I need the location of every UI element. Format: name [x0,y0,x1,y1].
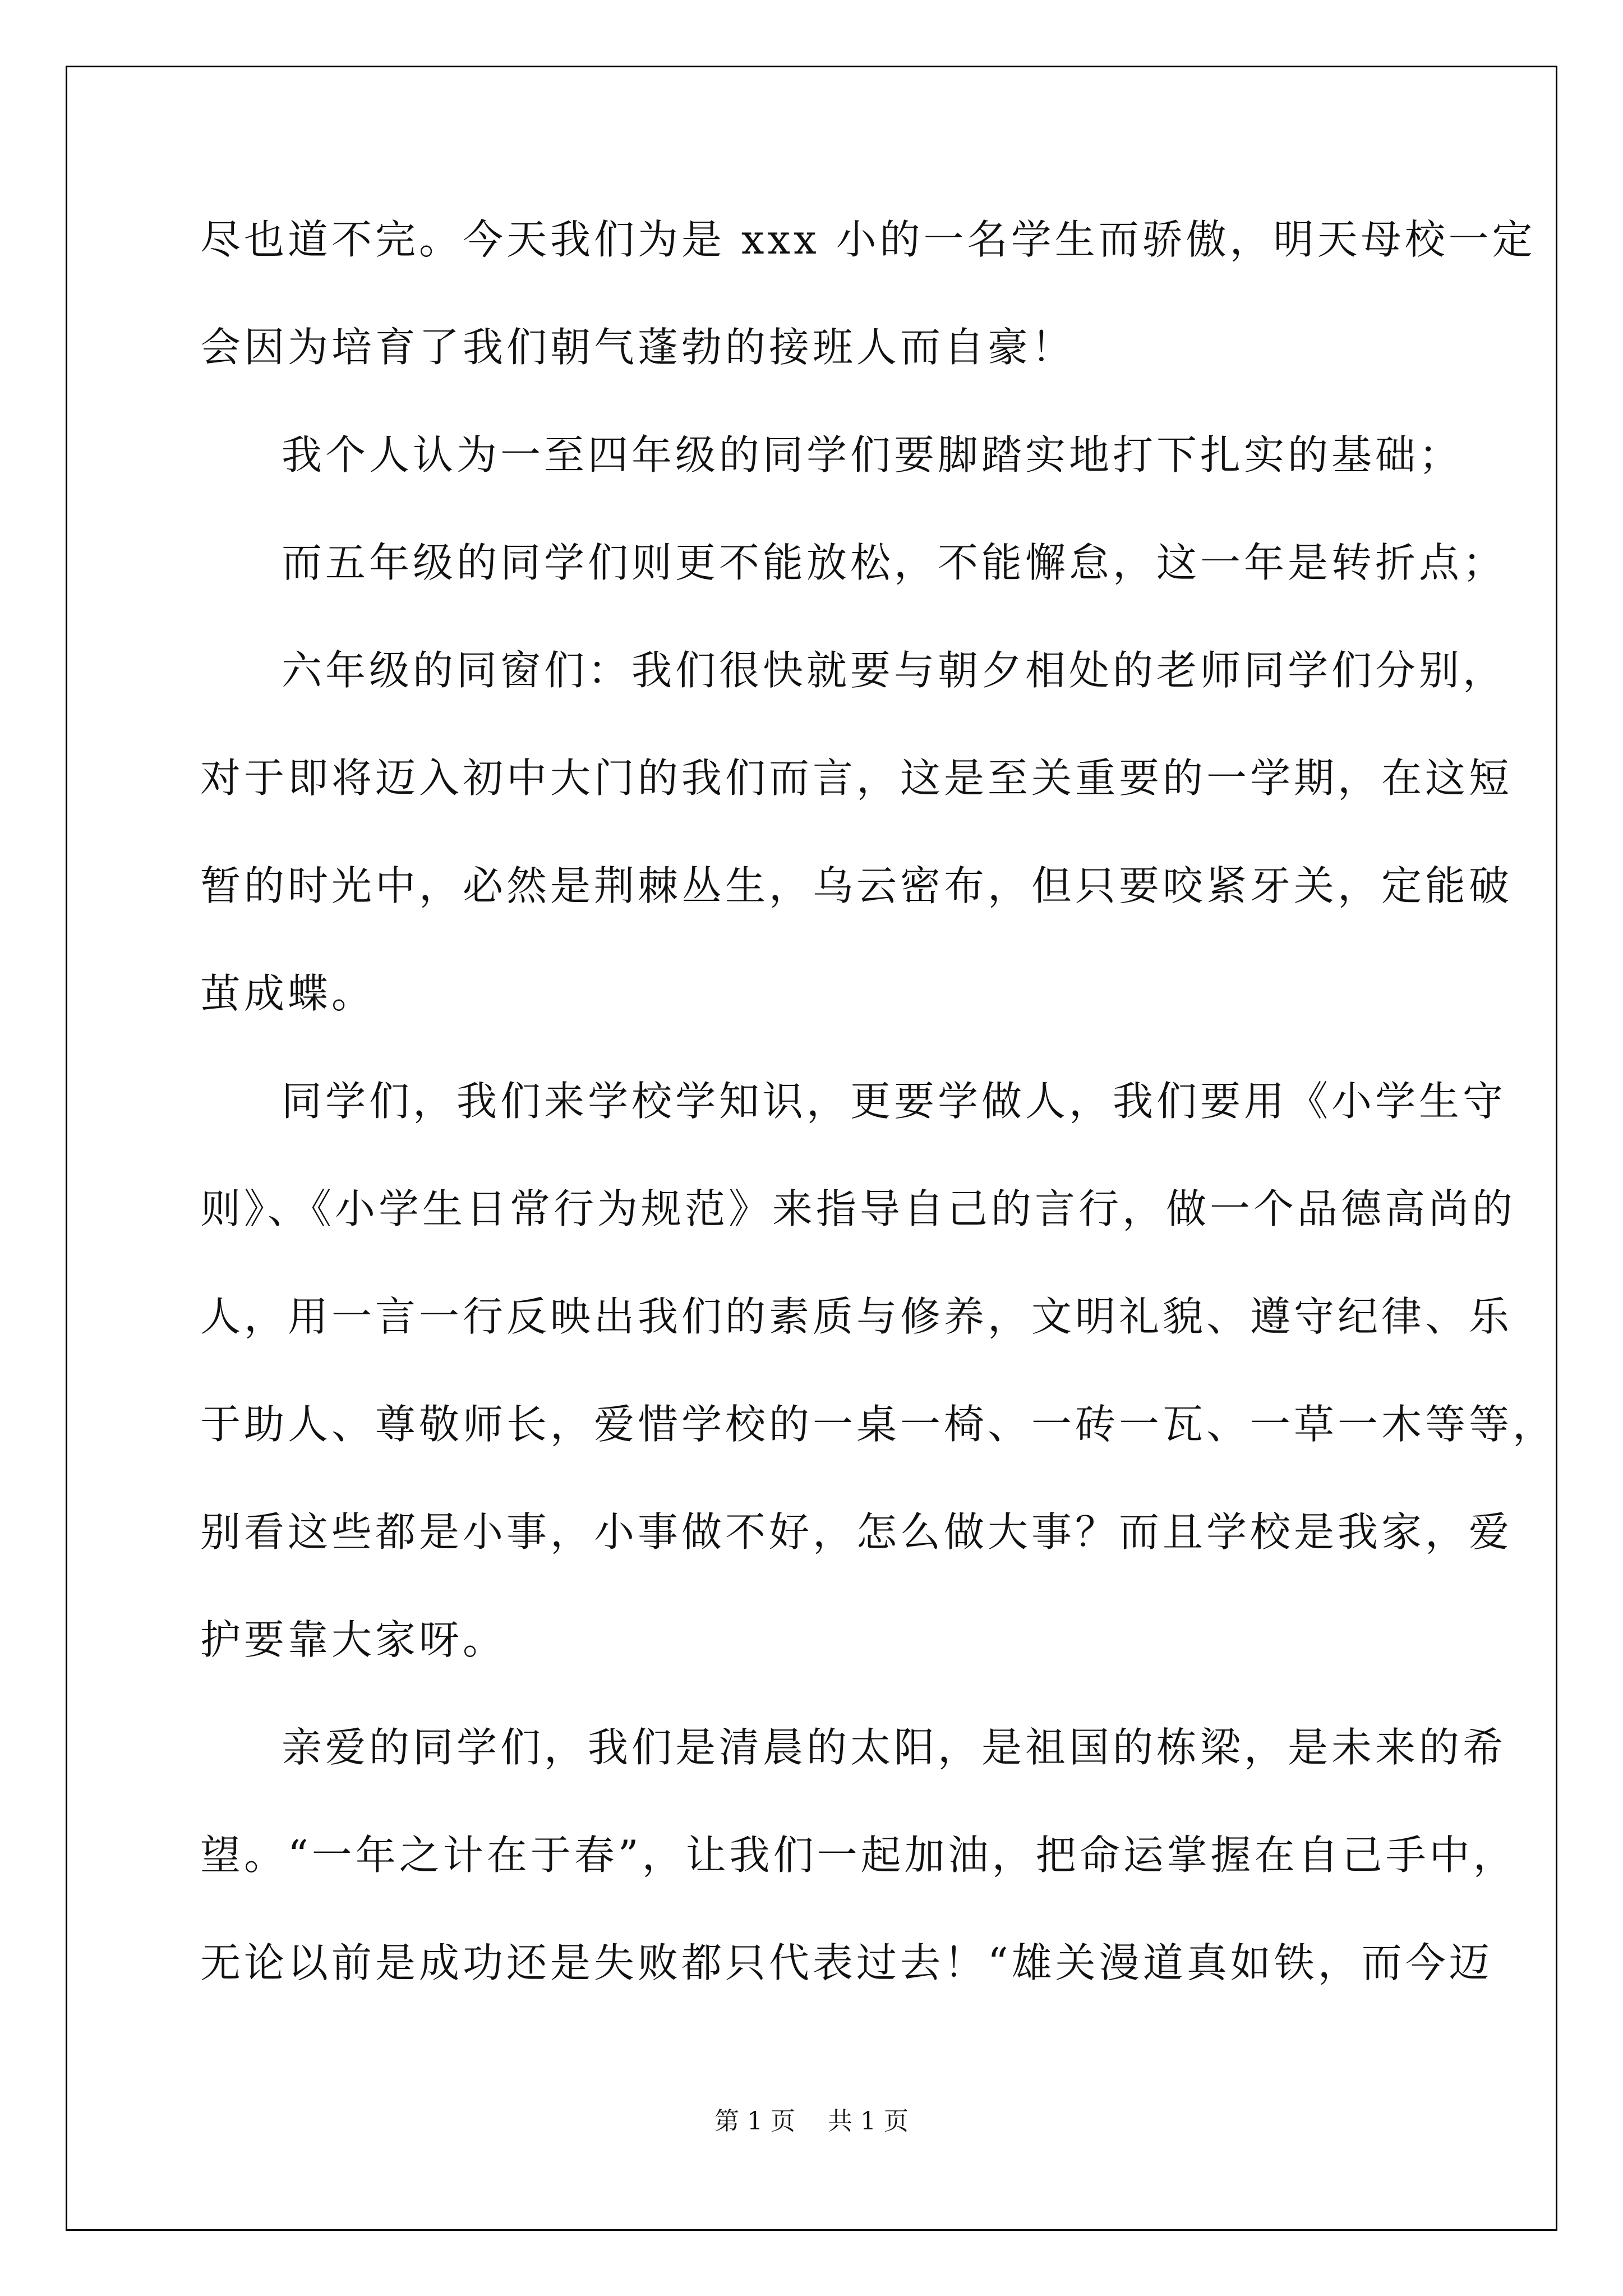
page-number-footer: 第 1 页 共 1 页 [714,2107,909,2136]
page-border [66,66,1557,2231]
text-line: 则》、《小学生日常行为规范》来指导自己的言行，做一个品德高尚的 [200,1185,1516,1232]
text-line: 会因为培育了我们朝气蓬勃的接班人而自豪！ [200,324,1076,371]
text-line: 护要靠大家呀。 [200,1616,507,1663]
text-line: 人，用一言一行反映出我们的素质与修养，文明礼貌、遵守纪律、乐 [200,1293,1513,1340]
text-line: 别看这些都是小事，小事做不好，怎么做大事？而且学校是我家，爱 [200,1508,1513,1556]
text-line: 亲爱的同学们，我们是清晨的太阳，是祖国的栋梁，是未来的希 [282,1724,1507,1771]
text-line: 同学们，我们来学校学知识，更要学做人，我们要用《小学生守 [282,1078,1507,1125]
text-line: 暂的时光中，必然是荆棘丛生，乌云密布，但只要咬紧牙关，定能破 [200,862,1513,909]
text-line: 于助人、尊敬师长，爱惜学校的一桌一椅、一砖一瓦、一草一木等等， [200,1401,1557,1448]
text-line: 茧成蝶。 [200,970,376,1017]
text-line: 望。“一年之计在于春”，让我们一起加油，把命运掌握在自己手中， [200,1832,1517,1879]
text-line: 尽也道不完。今天我们为是 xxx 小的一名学生而骄傲，明天母校一定 [200,216,1536,263]
text-line: 对于即将迈入初中大门的我们而言，这是至关重要的一学期，在这短 [200,754,1513,802]
text-line: 六年级的同窗们：我们很快就要与朝夕相处的老师同学们分别， [282,647,1507,694]
text-line: 无论以前是成功还是失败都只代表过去！“雄关漫道真如铁，而今迈 [200,1939,1493,1986]
text-line: 我个人认为一至四年级的同学们要脚踏实地打下扎实的基础； [282,431,1463,478]
text-line: 而五年级的同学们则更不能放松，不能懈怠，这一年是转折点； [282,539,1507,586]
